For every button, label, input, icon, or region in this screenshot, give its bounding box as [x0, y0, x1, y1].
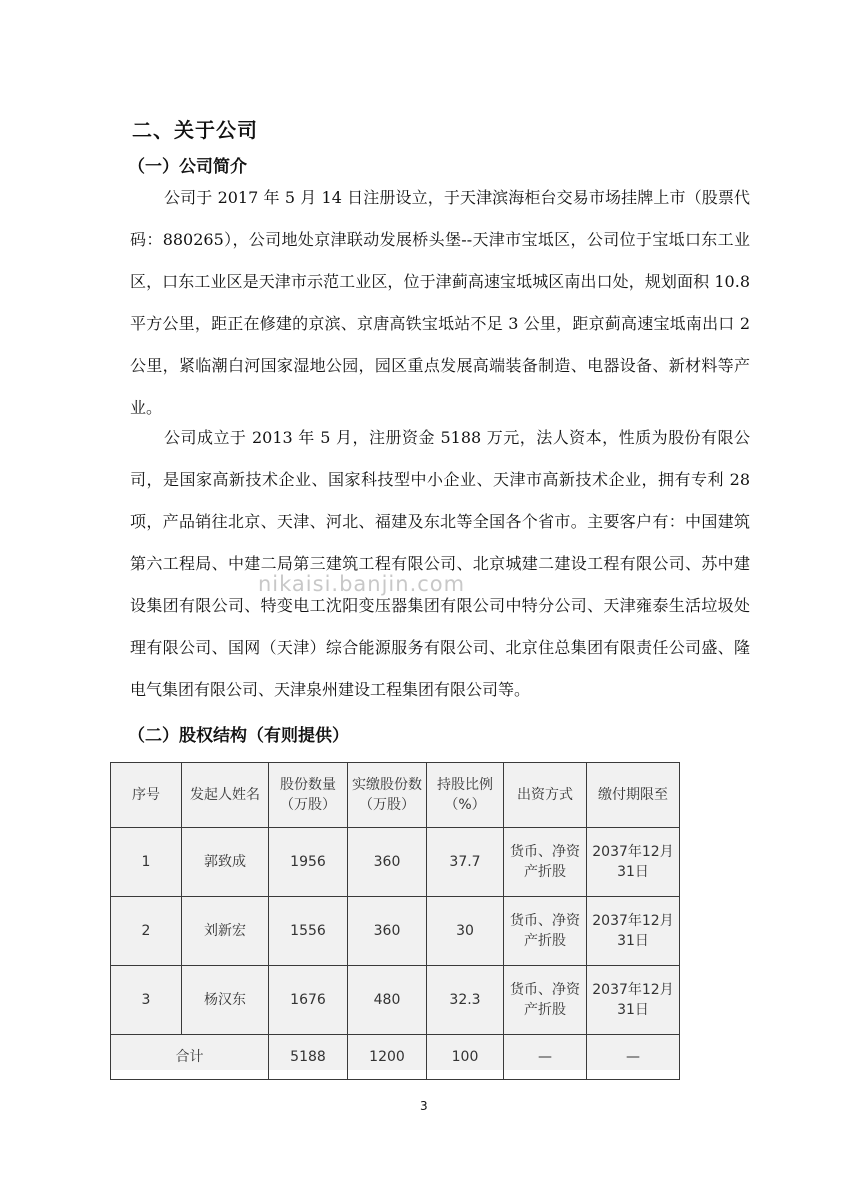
cell-ratio: 30: [427, 897, 504, 966]
equity-table-scan: [110, 762, 680, 1070]
total-shares: 5188: [269, 1035, 348, 1080]
cell-shares: 1556: [269, 897, 348, 966]
table-row: [111, 966, 680, 1035]
total-deadline: —: [587, 1035, 680, 1080]
header-deadline: 缴付期限至: [587, 763, 680, 828]
table-row: [111, 828, 680, 897]
header-ratio: 持股比例（%）: [427, 763, 504, 828]
header-method: 出资方式: [504, 763, 587, 828]
subsection-equity-heading: （二）股权结构（有则提供）: [128, 726, 349, 746]
cell-paid-shares: 360: [348, 828, 427, 897]
company-paragraph-text: 公司成立于 2013 年 5 月，注册资金 5188 万元，法人资本，性质为股份有限公司，是国家高新技术企业、国家科技型中小企业、天津市高新技术企业，拥有专利 28 项，产品销往北京、天津、河北、福建及东北等全国各个省市。主要客户有：中国建筑第六工程局、中建二局第三建筑工程有限公司、北京城建二建设工程有限公司、苏中建设集团有限公司、特变电工沈阳变压器集团有限公司中特分公司、天津雍泰生活垃圾处理有限公司、国网（天津）综合能源服务有限公司、北京住总集团有限责任公司盛、隆电气集团有限公司、天津泉州建设工程集团有限公司等。: [130, 428, 750, 699]
cell-deadline: 2037年12月31日: [587, 897, 680, 966]
cell-method: 货币、净资产折股: [504, 966, 587, 1035]
header-name: 发起人姓名: [182, 763, 269, 828]
total-label: 合计: [111, 1035, 269, 1080]
intro-paragraph-text: 公司于 2017 年 5 月 14 日注册设立，于天津滨海柜台交易市场挂牌上市（股票代码：880265），公司地处京津联动发展桥头堡--天津市宝坻区，公司位于宝坻口东工业区，口东工业区是天津市示范工业区，位于津蓟高速宝坻城区南出口处，规划面积 10.8 平方公里，距正在修建的京滨、京唐高铁宝坻站不足 3 公里，距京蓟高速宝坻南出口 2 公里，紧临潮白河国家湿地公园，园区重点发展高端装备制造、电器设备、新材料等产业。: [130, 188, 750, 417]
cell-index: 2: [111, 897, 182, 966]
header-index: 序号: [111, 763, 182, 828]
cell-method: 货币、净资产折股: [504, 897, 587, 966]
total-method: —: [504, 1035, 587, 1080]
company-paragraph: [130, 417, 750, 711]
cell-index: 1: [111, 828, 182, 897]
cell-name: 刘新宏: [182, 897, 269, 966]
cell-method: 货币、净资产折股: [504, 828, 587, 897]
equity-table: [110, 762, 680, 1080]
cell-paid-shares: 360: [348, 897, 427, 966]
table-total-row: [111, 1035, 680, 1080]
watermark: nikaisi.banjin.com: [258, 572, 466, 596]
total-paid-shares: 1200: [348, 1035, 427, 1080]
cell-shares: 1676: [269, 966, 348, 1035]
table-row: [111, 897, 680, 966]
cell-deadline: 2037年12月31日: [587, 966, 680, 1035]
cell-deadline: 2037年12月31日: [587, 828, 680, 897]
table-header-row: [111, 763, 680, 828]
header-paid-shares: 实缴股份数（万股）: [348, 763, 427, 828]
cell-shares: 1956: [269, 828, 348, 897]
cell-ratio: 32.3: [427, 966, 504, 1035]
cell-index: 3: [111, 966, 182, 1035]
cell-name: 郭致成: [182, 828, 269, 897]
section-title: 二、关于公司: [132, 118, 258, 142]
total-ratio: 100: [427, 1035, 504, 1080]
subsection-intro-heading: （一）公司简介: [128, 157, 247, 177]
page-number: 3: [420, 1099, 428, 1113]
cell-ratio: 37.7: [427, 828, 504, 897]
header-shares: 股份数量（万股）: [269, 763, 348, 828]
cell-paid-shares: 480: [348, 966, 427, 1035]
intro-paragraph: [130, 177, 750, 429]
cell-name: 杨汉东: [182, 966, 269, 1035]
